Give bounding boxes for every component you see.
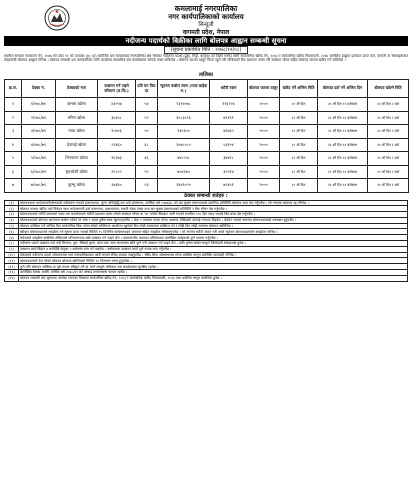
table-cell: ४ <box>5 138 22 152</box>
office-name: नगर कार्यपालिकाको कार्यालय <box>168 13 244 21</box>
table-cell: ५४ <box>136 98 158 112</box>
table-cell: डेउमाई खोला <box>56 138 98 152</box>
municipality-name: कमलामाई नगरपालिका <box>174 4 238 13</box>
table-row <box>5 111 409 125</box>
table-cell: १५८३८१६ <box>158 111 210 125</box>
table-cell: २७३४० <box>98 179 136 193</box>
table-cell: २१ औं दिन <box>280 111 318 125</box>
table-cell: २२ औं दिन १२ बजेसम्म <box>318 98 368 112</box>
table-row <box>5 125 409 139</box>
condition-text-cell <box>19 275 408 281</box>
table-cell: २३२४०७८ <box>158 98 210 112</box>
table-cell: २००० <box>248 179 280 193</box>
table-cell: ७ <box>5 179 22 193</box>
table-cell: ७०४२७५ <box>158 165 210 179</box>
condition-number: (४) <box>5 217 19 223</box>
table-cell: ३/०७८/७९ <box>22 125 56 139</box>
table-cell: ११६२०४ <box>210 98 248 112</box>
condition-number: (१) <box>5 200 19 206</box>
table-cell: मरिण खोला <box>56 111 98 125</box>
table-cell: २१ औं दिन <box>280 125 318 139</box>
table-cell: १८७०६ <box>98 125 136 139</box>
table-cell: ५० <box>136 125 158 139</box>
table-cell: ५३ <box>136 179 158 193</box>
condition-number: (३) <box>5 212 19 218</box>
table-cell: ४३०५७ <box>98 98 136 112</box>
condition-text: बोलपत्रदाताले बोलपत्र फाराममा कबोल गरेको दर अंक र अक्षर दुवैमा स्पष्ट खुलाउनुपर्नेछ । अंक र अक्षरमा फरक परेमा अक्षरमा लेखिएको दरलाई मान्यता दिइनेछ । केरमेट भएको स्थानमा बोलपत्रदाताको दस्तखत हुनुपर्नेछ । <box>20 218 297 223</box>
table-row <box>5 138 409 152</box>
table-cell: २००० <box>248 138 280 152</box>
table-row <box>5 165 409 179</box>
table-cell: २२ औं दिन २ बजे <box>368 138 409 152</box>
col-header: प्रति घन फिट दर <box>136 80 158 98</box>
table-cell: ३ <box>5 125 22 139</box>
col-header: ठेक्का नं. <box>22 80 56 98</box>
table-cell: ५५ <box>136 165 158 179</box>
col-header: ठेक्काको नाम <box>56 80 98 98</box>
condition-number: (१०) <box>5 252 19 258</box>
table-cell: २००० <box>248 98 280 112</box>
table-cell: ७२४५१ <box>210 179 248 193</box>
table-cell: ३७४२८ <box>210 152 248 166</box>
table-cell: २२ औं दिन २ बजे <box>368 111 409 125</box>
table-cell: २/०७८/७९ <box>22 111 56 125</box>
col-header: बोलपत्र फाराम दस्तुर <box>248 80 280 98</box>
table-cell: २१ औं दिन <box>280 98 318 112</box>
table-cell: १/०७८/७९ <box>22 98 56 112</box>
condition-number: (७) <box>5 235 19 241</box>
table-cell: २२ औं दिन २ बजे <box>368 179 409 193</box>
condition-text: नदीजन्य पदार्थ उत्खनन गर्दा नदी किनारा, पुल, सिंचाई कुलो, बाटो तथा अन्य संरचनामा क्षति पुग्ने गरी उत्खनन गर्न पाइने छैन । क्षति पुगेमा सोको सम्पूर्ण जिम्मेवारी ठेकेदारको हुनेछ । <box>20 241 247 246</box>
table-cell: २२ औं दिन २ बजे <box>368 165 409 179</box>
table-cell: २००० <box>248 111 280 125</box>
table-cell: ३०४५८ <box>98 111 136 125</box>
condition-text: बोलपत्रदाता फर्म/कम्पनी/संस्थाको नवीकरण भएको इजाजतपत्र, मूल्य अभिवृद्धि कर दर्ता प्रमाणपत्र, आर्थिक वर्ष २०७७/७८ को कर चुक्ता प्रमाणपत्रको प्रमाणित प्रतिलिपि बोलपत्र साथ पेश गर्नुपर्नेछ । सो नभएमा बोलपत्र रद्द गरिनेछ । <box>20 200 309 205</box>
table-cell: २ <box>5 111 22 125</box>
conditions-table <box>4 200 408 282</box>
condition-text: बोलपत्र सम्बन्धी यस सूचनामा उल्लेख नभएका विषयमा सार्वजनिक खरिद ऐन, २०६३ र सार्वजनिक खरिद नियमावली, २०६४ तथा प्रचलित कानून बमोजिम हुनेछ । <box>20 276 222 281</box>
condition-text: बोलपत्र फाराम खरिद गर्दा निवेदन साथ फर्म/कम्पनी दर्ता प्रमाणपत्र, इजाजतपत्र, स्थायी लेखा नम्बर तथा कर चुक्ता प्रमाणपत्रको प्रतिलिपि र बैंक भौचर पेश गर्नुपर्नेछ । <box>20 206 228 211</box>
table-cell: २१ औं दिन <box>280 138 318 152</box>
condition-number: (८) <box>5 241 19 247</box>
condition-text: बोलपत्रदाताले धरौटी बापतको रकम यस कार्यालयको धरौटी खातामा जम्मा गरेको सक्कल भौचर वा 'क' वर्गको बैंकबाट जारी भएको कम्तीमा १५० दिन म्याद भएको बिड बण्ड पेश गर्नुपर्नेछ । <box>20 212 256 217</box>
condition-number: (२) <box>5 206 19 212</box>
table-cell: ७९१९१ <box>210 111 248 125</box>
table-cell: ५३९०४ <box>210 138 248 152</box>
table-cell: ५/०७८/७९ <box>22 152 56 166</box>
condition-text: बोलपत्र दाखिला गर्ने अन्तिम दिन सार्वजनिक बिदा परेमा सोको भोलिपल्ट कार्यालय खुलेको दिन सोही समयसम्म दाखिला गर्न र सोही दिन सोही समयमा बोलपत्र खोलिनेछ । <box>20 223 234 228</box>
table-cell: तिनपाटन खोला <box>56 152 98 166</box>
table-cell: २२ औं दिन १२ बजेसम्म <box>318 165 368 179</box>
table-row <box>5 152 409 166</box>
condition-text: स्वीकृत बोलपत्रदाताले सम्झौता गर्न सूचना प्राप्त भएको मितिले १५ दिनभित्र कार्यसम्पादन जमानत सहित सम्झौता गरिसक्नुपर्नेछ । सो नगरेमा धरौटी जफत गरी अर्को न्यूनतम बोलपत्रदातासँग सम्झौता गरिनेछ । <box>20 229 279 234</box>
table-cell: २२ औं दिन १२ बजेसम्म <box>318 152 368 166</box>
table-cell: १४४९०२० <box>158 179 210 193</box>
table-cell: ५ <box>5 152 22 166</box>
table-cell: १६२७३ <box>98 152 136 166</box>
condition-number: (१३) <box>5 270 19 276</box>
table-cell: २२ औं दिन १२ बजेसम्म <box>318 138 368 152</box>
table-cell: कमला खोला <box>56 98 98 112</box>
publish-date-row <box>4 46 408 54</box>
table-cell: २२४६० <box>98 138 136 152</box>
province-name: वागमती प्रदेश, नेपाल <box>182 29 230 36</box>
table-cell: २२ औं दिन १२ बजेसम्म <box>318 125 368 139</box>
table-cell: २२ औं दिन २ बजे <box>368 152 409 166</box>
table-header-row <box>5 80 409 98</box>
table-row <box>5 98 409 112</box>
table-cell: १ <box>5 98 22 112</box>
table-cell: ६ <box>5 165 22 179</box>
condition-number: (१२) <box>5 264 19 270</box>
table-cell: ९३५३०० <box>158 125 210 139</box>
intro-paragraph: स्थानीय सरकार सञ्चालन ऐन, २०७४ को दफा ११ को उपदफा (४) (ङ) बमोजिम यस कमलामाई नगरपालिका क्षेत्र भित्रका नदीजन्य पदार्थ (ढुङ्गा, गिट्टी, बालुवा) को बिक्री गर्नका लागि सार्वजनिक खरिद ऐन, २०६३ र सार्वजनिक खरिद नियमावली, २०६४ बमोजिम इच्छुक इजाजत प्राप्त फर्म, कम्पनी वा संस्थाहरूबाट मोहरबन्दी बोलपत्र आह्वान गरिन्छ । बोलपत्र सम्बन्धी थप जानकारीका लागि कार्यालय समयभित्र यस कार्यालयमा सम्पर्क राख्न सकिनेछ । बोलपत्र फाराम दस्तुर फिर्ता नहुने गरी तोकिएको बैंक खातामा जम्मा गरी सक्कल भौचर सहित बोलपत्र फाराम खरिद गर्न सकिनेछ । <box>4 54 408 63</box>
table-cell: २२ औं दिन १२ बजेसम्म <box>318 111 368 125</box>
table-cell: कुम्भु खोला <box>56 179 98 193</box>
table-cell: २२ औं दिन १२ बजेसम्म <box>318 179 368 193</box>
col-header: क्र.सं. <box>5 80 22 98</box>
table-cell: ७/०७८/७९ <box>22 179 56 193</box>
condition-number: (९) <box>5 246 19 252</box>
col-header: बोलपत्र खोल्ने मिति <box>368 80 409 98</box>
publish-date: (सूचना प्रकाशित मिति : २०७८/१२/०८) <box>164 46 249 54</box>
condition-number: (११) <box>5 258 19 264</box>
table-cell: २२ औं दिन २ बजे <box>368 125 409 139</box>
col-header: न्यूनतम कबोल रकम (भ्याट बाहेक रु.) <box>158 80 210 98</box>
district-name: सिन्धुली <box>198 22 214 28</box>
condition-text: ठेकेदारले नदीजन्य पदार्थ ओसारपसार गर्दा नगरपालिकाबाट जारी भएको रसिद साथमा राख्नुपर्नेछ । रसिद बिना ओसारपसार गरेमा प्रचलित कानून बमोजिम कारबाही गरिनेछ । <box>20 252 237 257</box>
table-cell: २२ औं दिन २ बजे <box>368 98 409 112</box>
col-header: धरौटी रकम <box>210 80 248 98</box>
table-cell: २००० <box>248 165 280 179</box>
table-cell: २००० <box>248 152 280 166</box>
table-cell: ४६७६५ <box>210 125 248 139</box>
government-emblem-icon <box>44 5 70 31</box>
condition-text: बोलपत्रदाताले पेश गरेको बोलपत्र बोलपत्र खोलिएको मितिले ९० दिनसम्म मान्य हुनुपर्नेछ । <box>20 258 132 263</box>
table-cell: २१ औं दिन <box>280 152 318 166</box>
office-header <box>4 4 408 34</box>
table-cell: २१ औं दिन <box>280 179 318 193</box>
table-cell: २००० <box>248 125 280 139</box>
table-cell: ७४८५५८ <box>158 152 210 166</box>
table-cell: ५२ <box>136 111 158 125</box>
table-cell: ३५२१४ <box>210 165 248 179</box>
conditions-heading: ठेक्का सम्बन्धी शर्तहरु : <box>184 192 228 199</box>
notice-title: नदीजन्य पदार्थको बिक्रीका लागि बोलपत्र आह्वान सम्बन्धी सूचना <box>4 36 408 46</box>
contract-table <box>4 79 409 193</box>
table-row <box>5 179 409 193</box>
table-cell: ग्वाङ खोला <box>56 125 98 139</box>
table-cell: ४८ <box>136 138 158 152</box>
col-header: बोलपत्र दर्ता गर्ने अन्तिम दिन <box>318 80 368 98</box>
table-cell: सुनकोशी खोला <box>56 165 98 179</box>
condition-number: (६) <box>5 229 19 235</box>
condition-number: (१४) <box>5 275 19 281</box>
condition-text: उल्लेखित ठेक्का अवधि आर्थिक वर्ष २०७८/७९ को आषाढ मसान्तसम्म कायम रहनेछ । <box>20 270 128 275</box>
table-cell: १२८०५ <box>98 165 136 179</box>
table-cell: ४/०७८/७९ <box>22 138 56 152</box>
table-heading: तालिका <box>199 72 213 78</box>
table-cell: १०७८०८० <box>158 138 210 152</box>
condition-item <box>5 275 408 281</box>
condition-number: (५) <box>5 223 19 229</box>
condition-text: ठेकेदारले सम्झौता बमोजिम तोकिएको परिमाणभन्दा बढी उत्खनन गर्न पाइने छैन । वातावरणीय अध्ययन प्रतिवेदनमा उल्लेखित शर्तहरुको पूर्ण पालना गर्नुपर्नेछ । <box>20 235 219 240</box>
table-cell: २१ औं दिन <box>280 165 318 179</box>
col-header: उत्खनन गर्न पाइने परिमाण (घ.फि.) <box>98 80 136 98</box>
table-cell: ४६ <box>136 152 158 166</box>
notice-page <box>4 4 408 476</box>
table-cell: ६/०७८/७९ <box>22 165 56 179</box>
col-header: खरिद गर्ने अन्तिम मिति <box>280 80 318 98</box>
condition-text: उत्खनन कार्य बिहान ७ बजेदेखि बेलुका ५ बजेसम्म मात्र गर्न पाइनेछ । वर्षायाममा उत्खनन कार्य पूर्ण रुपमा बन्द गर्नुपर्नेछ । <box>20 247 172 252</box>
condition-text: कुनै पनि बोलपत्र आंशिक वा पूर्ण रुपमा स्वीकृत गर्ने वा नगर्ने सम्पूर्ण अधिकार यस कार्यालयमा सुरक्षित रहनेछ । <box>20 264 159 269</box>
